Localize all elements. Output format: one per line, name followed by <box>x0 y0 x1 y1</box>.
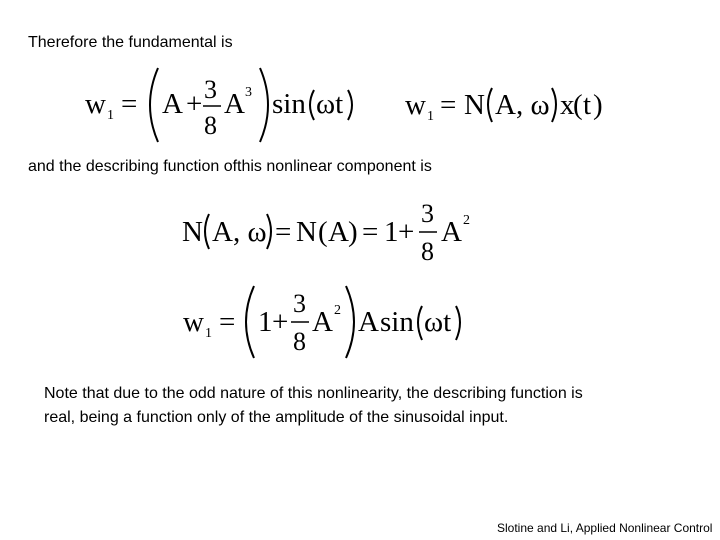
eq3-A: A <box>441 216 462 248</box>
equation-fundamental <box>80 60 370 150</box>
eq4-arg: ωt <box>424 306 452 338</box>
eq3-plus: + <box>398 216 415 248</box>
eq1-lhs-sub: 1 <box>107 108 114 123</box>
eq1-arg-rparen <box>348 90 352 120</box>
eq1-arg: ωt <box>316 88 344 120</box>
eq1-right-paren <box>260 68 268 142</box>
eq3-rparen <box>267 214 271 249</box>
eq3-frac-den: 8 <box>421 237 434 266</box>
footer-citation: Slotine and Li, Applied Nonlinear Control <box>497 521 713 535</box>
eq3-args: A, ω <box>212 216 267 248</box>
eq4-right-paren <box>346 286 354 358</box>
equation-w1-amplitude <box>178 280 478 365</box>
eq4-plus: + <box>272 306 289 338</box>
equation-w1-describing <box>400 80 610 130</box>
eq4-A-out: A <box>358 306 379 338</box>
eq1-lhs: w <box>85 88 106 120</box>
eq4-frac-num: 3 <box>293 289 306 318</box>
eq3-exp: 2 <box>463 213 470 228</box>
eq4-exp: 2 <box>334 303 341 318</box>
eq3-N: N <box>182 216 203 248</box>
eq2-x: x <box>560 89 575 121</box>
eq3-eq-b: = <box>362 216 379 248</box>
eq4-func: sin <box>380 306 414 338</box>
eq3-arg2: A <box>328 216 349 248</box>
eq1-exp: 3 <box>245 85 252 100</box>
eq3-eq-a: = <box>275 216 292 248</box>
eq4-lhs-sub: 1 <box>205 326 212 341</box>
eq4-A: A <box>312 306 333 338</box>
eq2-N: N <box>464 89 485 121</box>
eq4-arg-rparen <box>456 306 460 340</box>
intro-text: Therefore the fundamental is <box>28 34 233 51</box>
eq2-args: A, ω <box>495 89 550 121</box>
eq4-lhs: w <box>183 306 204 338</box>
note-line-1: Note that due to the odd nature of this nonlinearity, the describing function is <box>44 385 583 402</box>
eq1-frac-num: 3 <box>204 75 217 104</box>
eq3-lparen <box>205 214 209 249</box>
eq4-one: 1 <box>258 306 273 338</box>
eq1-plus: + <box>186 88 203 120</box>
eq2-lhs: w <box>405 89 426 121</box>
eq4-frac-den: 8 <box>293 327 306 356</box>
eq1-term-a2: A <box>224 88 245 120</box>
eq2-rparen <box>552 88 556 122</box>
eq4-equals: = <box>219 306 236 338</box>
note-paragraph <box>44 382 583 430</box>
eq1-frac-den: 8 <box>204 111 217 140</box>
note-line-2: real, being a function only of the amplitude of the sinusoidal input. <box>44 409 509 426</box>
eq1-left-paren <box>150 68 158 142</box>
eq3-one: 1 <box>384 216 399 248</box>
eq2-lhs-sub: 1 <box>427 109 434 124</box>
eq4-arg-lparen <box>418 306 422 340</box>
eq2-lp: ( <box>573 89 583 121</box>
eq4-left-paren <box>246 286 254 358</box>
middle-text: and the describing function ofthis nonlinear component is <box>28 158 432 175</box>
eq3-N2: N <box>296 216 317 248</box>
eq2-t: t <box>583 89 592 121</box>
eq1-func: sin <box>272 88 306 120</box>
eq3-frac-num: 3 <box>421 199 434 228</box>
equation-describing-function <box>178 198 478 268</box>
eq1-arg-lparen <box>310 90 314 120</box>
eq1-equals: = <box>121 88 138 120</box>
eq2-lparen <box>488 88 492 122</box>
eq1-term-a: A <box>162 88 183 120</box>
eq3-lp: ( <box>318 216 328 248</box>
eq2-rp: ) <box>593 89 603 121</box>
eq3-rp: ) <box>348 216 358 248</box>
eq2-equals: = <box>440 89 457 121</box>
